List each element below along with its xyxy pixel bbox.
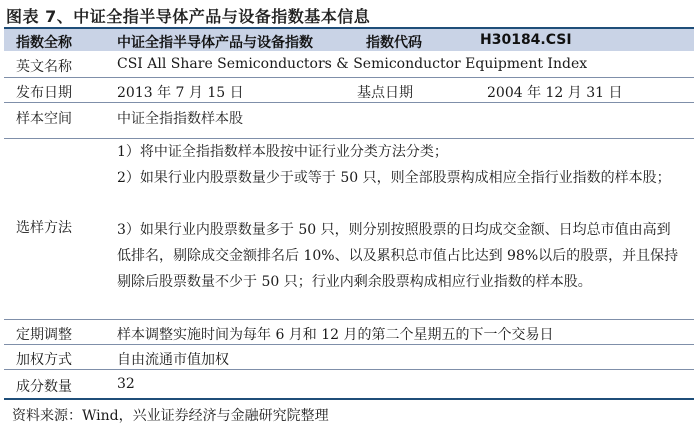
header-full-name-label: 指数全称 (16, 35, 72, 51)
publish-date-value: 2013 年 7 月 15 日 (117, 85, 244, 101)
row-publish-date (4, 78, 694, 103)
row-selection-method (4, 139, 694, 320)
english-name-value: CSI All Share Semiconductors & Semiconductor Equipment Index (117, 56, 588, 72)
sample-space-value: 中证全指指数样本股 (117, 111, 243, 127)
selection-rule-3: 3）如果行业内股票数量多于 50 只，则分别按照股票的日均成交金额、日均总市值由高到低排名，剔除成交金额排名后 10%、以及累积总市值占比达到 98%以后的股票，并且保持剔除后股票数量不少于 50 只；行业内剩余股票构成相应行业指数的样本股。 (117, 222, 679, 290)
header-full-name-value: 中证全指半导体产品与设备指数 (117, 35, 313, 51)
publish-date-label: 发布日期 (16, 85, 72, 101)
constituents-value: 32 (117, 376, 135, 392)
selection-method-label: 选样方法 (16, 220, 72, 236)
rebalance-value: 样本调整实施时间为每年 6 月和 12 月的第二个星期五的下一个交易日 (117, 327, 554, 343)
weighting-label: 加权方式 (16, 352, 72, 368)
rebalance-label: 定期调整 (16, 327, 72, 343)
weighting-value: 自由流通市值加权 (117, 352, 229, 368)
row-constituents (4, 370, 694, 400)
base-date-value: 2004 年 12 月 31 日 (487, 85, 623, 101)
row-sample-space (4, 103, 694, 139)
selection-rule-2: 2）如果行业内股票数量少于或等于 50 只，则全部股票构成相应全指行业指数的样本股； (117, 170, 671, 186)
english-name-label: 英文名称 (16, 59, 72, 75)
figure-title: 图表 7、中证全指半导体产品与设备指数基本信息 (6, 7, 371, 26)
header-code-label: 指数代码 (366, 35, 422, 51)
source-note: 资料来源：Wind，兴业证券经济与金融研究院整理 (12, 408, 329, 424)
row-english-name (4, 51, 694, 78)
row-rebalance (4, 320, 694, 345)
row-weighting (4, 345, 694, 370)
sample-space-label: 样本空间 (16, 111, 72, 127)
constituents-label: 成分数量 (16, 379, 72, 395)
table-header (4, 29, 694, 51)
selection-rule-1: 1）将中证全指指数样本股按中证行业分类方法分类； (117, 144, 448, 160)
header-code-value: H30184.CSI (480, 32, 572, 48)
base-date-label: 基点日期 (357, 85, 413, 101)
